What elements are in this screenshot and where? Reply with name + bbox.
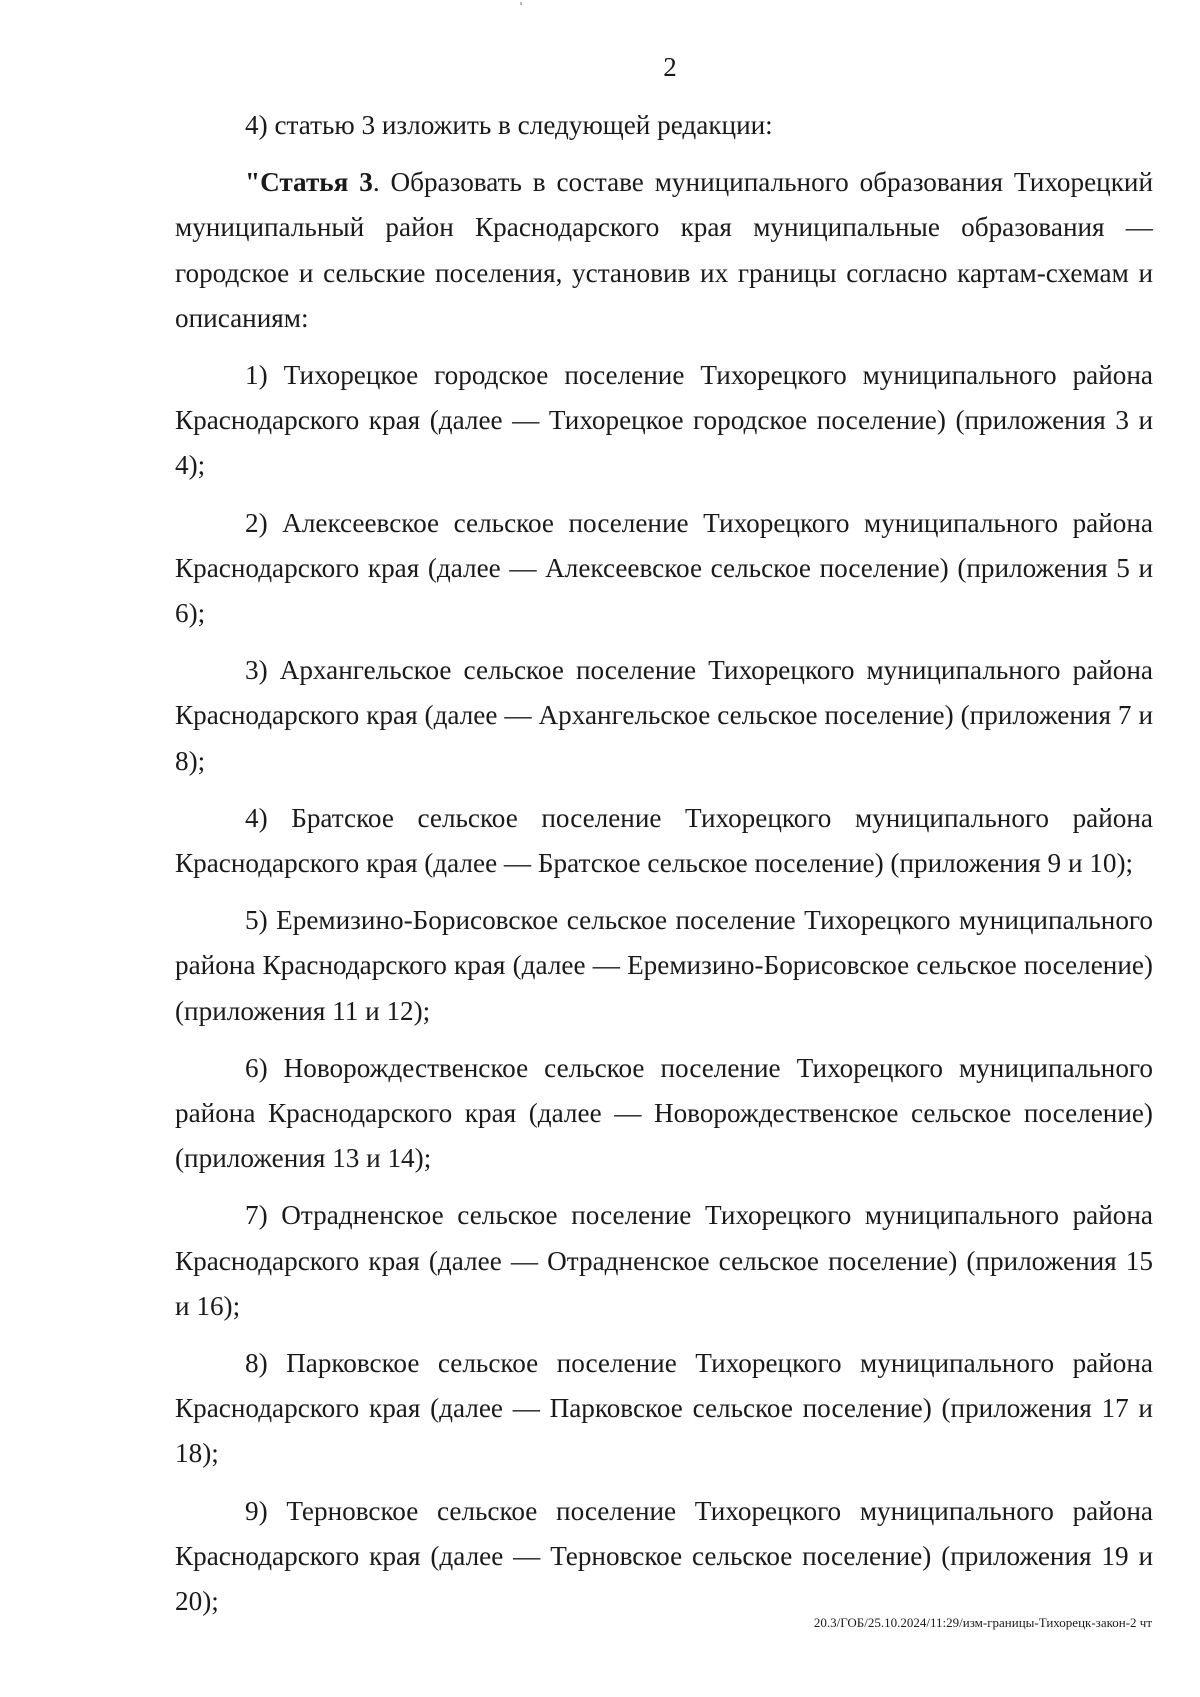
article-body: . Образовать в составе муниципального образования Тихорецкий муниципальный район Краснодарского края муниципальные образования — городское и сельские поселения, установив их границы согласно картам-схемам и описаниям: — [175, 167, 1154, 333]
intro-paragraph: 4) статью 3 изложить в следующей редакции: — [245, 110, 773, 140]
scan-artifact — [520, 2, 522, 5]
list-item: 1) Тихорецкое городское поселение Тихорецкого муниципального района Краснодарского края (далее — Тихорецкое городское поселение) (приложения 3 и 4); — [175, 360, 1153, 481]
article-paragraph — [175, 160, 1153, 341]
page-number: 2 — [663, 52, 677, 82]
list-item: 8) Парковское сельское поселение Тихорецкого муниципального района Краснодарского края (далее — Парковское сельское поселение) (приложения 17 и 18); — [175, 1348, 1153, 1469]
list-item: 3) Архангельское сельское поселение Тихорецкого муниципального района Краснодарского края (далее — Архангельское сельское поселение) (приложения 7 и 8); — [175, 655, 1153, 776]
list-item: 9) Терновское сельское поселение Тихорецкого муниципального района Краснодарского края (далее — Терновское сельское поселение) (приложения 19 и 20); — [175, 1495, 1153, 1617]
list-item: 7) Отрадненское сельское поселение Тихорецкого муниципального района Краснодарского края (далее — Отрадненское сельское поселение) (приложения 15 и 16); — [175, 1200, 1153, 1321]
list-item: 6) Новорождественское сельское поселение Тихорецкого муниципального района Краснодарского края (далее — Новорождественское сельское поселение) (приложения 13 и 14); — [175, 1052, 1153, 1174]
document-code-footer: 20.3/ГОБ/25.10.2024/11:29/изм-границы-Тихорецк-закон-2 чт — [813, 1615, 1152, 1630]
list-item: 5) Еремизино-Борисовское сельское поселение Тихорецкого муниципального района Краснодарского края (далее — Еремизино-Борисовское сельское поселение) (приложения 11 и 12); — [175, 905, 1153, 1026]
article-title: "Статья 3 — [245, 167, 373, 198]
list-item: 2) Алексеевское сельское поселение Тихорецкого муниципального района Краснодарского края (далее — Алексеевское сельское поселение) (приложения 5 и 6); — [175, 507, 1153, 629]
list-item: 4) Братское сельское поселение Тихорецкого муниципального района Краснодарского края (далее — Братское сельское поселение) (приложения 9 и 10); — [175, 802, 1153, 879]
document-body — [175, 103, 1153, 1624]
